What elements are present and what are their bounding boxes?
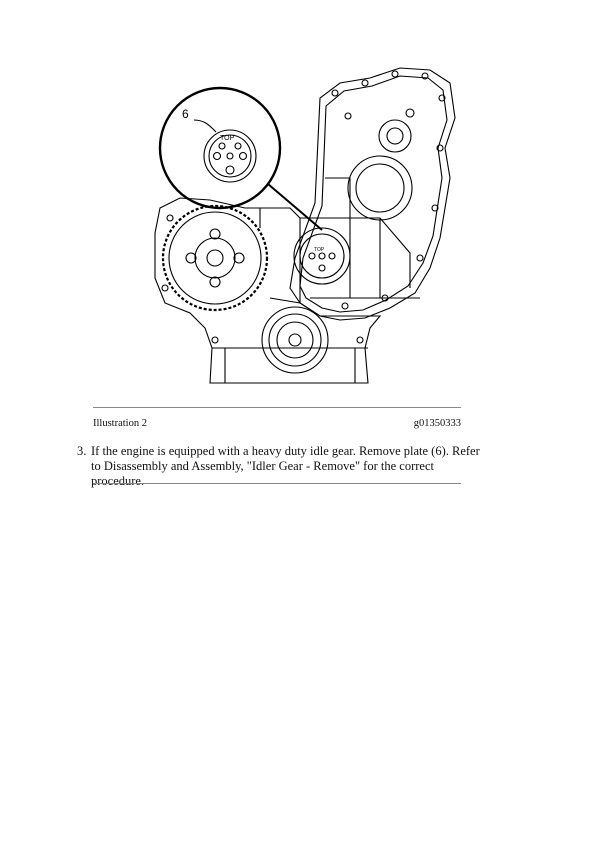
plate-label-small: TOP [314, 247, 325, 253]
engine-front-housing-illustration [150, 58, 480, 398]
engine-block-outline [155, 198, 380, 383]
engine-diagram [150, 58, 480, 398]
camshaft-gear [163, 206, 267, 310]
figure-caption [93, 418, 461, 434]
crankshaft-pulley [262, 307, 328, 373]
step-bottom-rule [93, 483, 461, 484]
callout-number: 6 [182, 107, 189, 121]
graphic-id: g01350333 [413, 418, 461, 429]
plate-label-large: TOP [220, 135, 235, 142]
step-text: If the engine is equipped with a heavy duty idle gear. Remove plate (6). Refer to Disassembly and Assembly, "Idler Gear - Remove" for the correct procedure. [91, 444, 480, 488]
caption-top-rule [93, 407, 461, 408]
idler-plate [294, 228, 350, 284]
caption-label: Illustration 2 [93, 418, 147, 429]
timing-case-outline [290, 68, 455, 320]
step-number: 3. [77, 444, 87, 458]
